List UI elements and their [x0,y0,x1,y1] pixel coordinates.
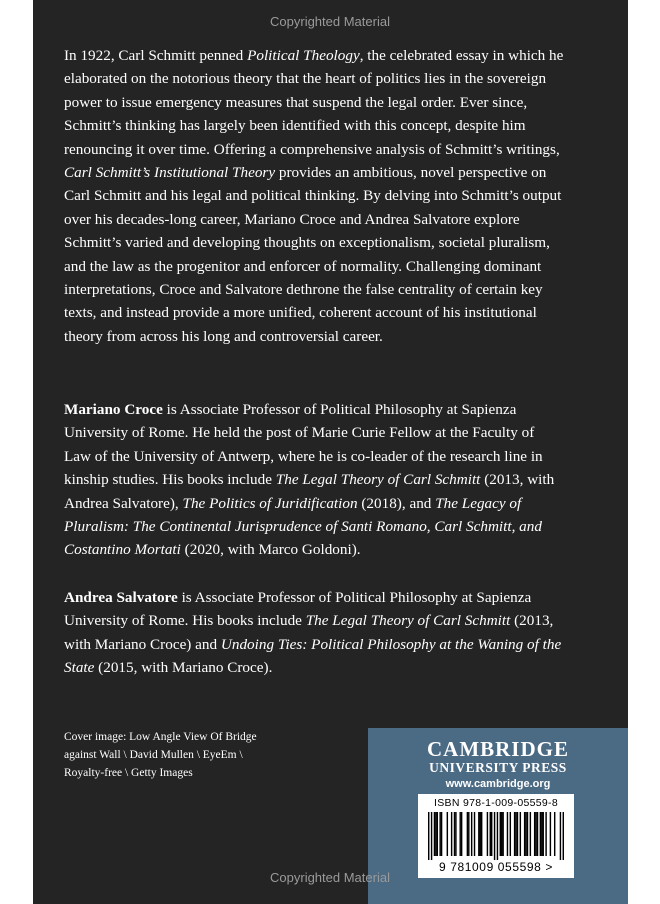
croce-bio-text-1: is Associate Professor of Political Philosophy at Sapienza University of Rome. He held the post of Marie Curie Fellow at the Faculty of Law of the University of Antwerp, where he is co-leader of the research line in kinship studies. His books include [64,401,543,489]
barcode-bar [471,812,472,856]
barcode-bar [541,812,542,856]
barcode-bar [560,812,561,860]
barcode-digits: 9 781009 055598 > [439,860,553,874]
barcode-bar [437,812,438,856]
author-bio-salvatore [64,586,564,680]
description-text-2: , the celebrated essay in which he elaborated on the notorious theory that the heart of politics lies in the sovereign power to issue emergency measures that suspend the legal order. Ever since, Schmitt’s thinking has largely been identified with this concept, despite him renouncing it over time. Offering a comprehensive analysis of Schmitt’s writings, [64,47,564,158]
barcode-bar [497,812,498,860]
barcode-bar [510,812,511,856]
barcode-bar [480,812,481,856]
barcode-bar [487,812,488,856]
croce-bio-text-4: (2020, with Marco Goldoni). [180,541,361,559]
barcode-box [418,794,574,878]
barcode-bar [441,812,442,856]
barcode-bar [502,812,503,856]
barcode-bar [447,812,448,856]
barcode-bar [474,812,475,856]
barcode-bar [481,812,482,856]
barcode-bar [431,812,432,860]
barcode-bar [455,812,456,856]
watermark-top: Copyrighted Material [270,14,390,29]
barcode-bar [461,812,462,856]
barcode-bar [478,812,479,856]
watermark-bottom: Copyrighted Material [270,870,390,885]
barcode-bar [515,812,516,856]
author-name-salvatore: Andrea Salvatore [64,589,178,606]
cover-image-credit [64,728,304,782]
barcode-bar [467,812,468,856]
barcode-bar [517,812,518,856]
salvatore-book-title-1: The Legal Theory of Carl Schmitt [305,612,511,630]
barcode-bar [563,812,564,860]
credit-line-1: Cover image: Low Angle View Of Bridge [64,731,257,743]
description-text-1: In 1922, Carl Schmitt penned [64,47,248,64]
croce-book-title-3: The Legacy of Pluralism: The Continental Jurisprudence of Santi Romano, Carl Schmitt, and Costantino Mortati [64,494,542,559]
book-description [64,44,564,348]
salvatore-book-title-2: Undoing Ties: Political Philosophy at the Waning of the State [64,635,562,677]
description-title-political-theology: Political Theology [247,47,360,64]
credit-line-3: Royalty-free \ Getty Images [64,767,193,779]
croce-book-title-2: The Politics of Juridification [182,494,358,512]
croce-bio-text-2: (2013, with Andrea Salvatore), [64,471,555,512]
barcode-bar [525,812,526,856]
salvatore-bio-text-1: is Associate Professor of Political Philosophy at Sapienza University of Rome. His books include [64,589,532,630]
barcode-bar [468,812,469,856]
barcode-bar [428,812,429,860]
barcode-bar [554,812,555,856]
publisher-url: www.cambridge.org [445,778,551,790]
salvatore-bio-text-3: (2015, with Mariano Croce). [94,659,273,677]
barcode-bar [507,812,508,856]
barcode-bar [524,812,525,856]
barcode-bar [514,812,515,856]
croce-bio-text-3: (2018), and [357,494,436,512]
author-bio-croce [64,398,564,562]
barcode-bar [439,812,440,856]
barcode-bar [545,812,546,856]
barcode-bar [435,812,436,856]
barcode-bar [454,812,455,856]
barcode-bar [500,812,501,856]
barcode-bar [530,812,531,856]
description-title-institutional-theory: Carl Schmitt’s Institutional Theory [64,164,276,182]
barcode-bar [491,812,492,856]
barcode-bar [535,812,536,856]
author-name-croce: Mariano Croce [64,401,163,418]
barcode-bar [537,812,538,856]
barcode-bar [550,812,551,856]
isbn-label: ISBN 978-1-009-05559-8 [434,797,558,809]
barcode-bar [490,812,491,856]
salvatore-bio-text-2: (2013, with Mariano Croce) and [64,612,554,653]
barcode-bar [459,812,460,856]
croce-book-title-1: The Legal Theory of Carl Schmitt [275,471,481,489]
barcode-bar [520,812,521,856]
barcode-bar [494,812,495,860]
barcode-bar [501,812,502,856]
publisher-logo-subtitle: UNIVERSITY PRESS [429,760,567,775]
barcode-bars [428,812,564,860]
barcode-bar [527,812,528,856]
credit-line-2: against Wall \ David Mullen \ EyeEm \ [64,749,243,761]
publisher-logo-name: CAMBRIDGE [426,737,569,761]
description-text-3: provides an ambitious, novel perspective on Carl Schmitt and his legal and political thinking. By delving into Schmitt’s output over his decades-long career, Mariano Croce and Andrea Salvatore explore Schmitt’s varied and developing thoughts on exceptionalism, societal pluralism, and the law as the progenitor and enforcer of normality. Challenging dominant interpretations, Croce and Salvatore dethrone the false centrality of certain key texts, and instead provide a more unified, coherent account of his institutional theory from across his long and controversial career. [64,164,562,345]
barcode-bar [434,812,435,856]
barcode-bar [543,812,544,856]
barcode-bar [451,812,452,856]
barcode-bar [534,812,535,856]
barcode-bar [540,812,541,856]
